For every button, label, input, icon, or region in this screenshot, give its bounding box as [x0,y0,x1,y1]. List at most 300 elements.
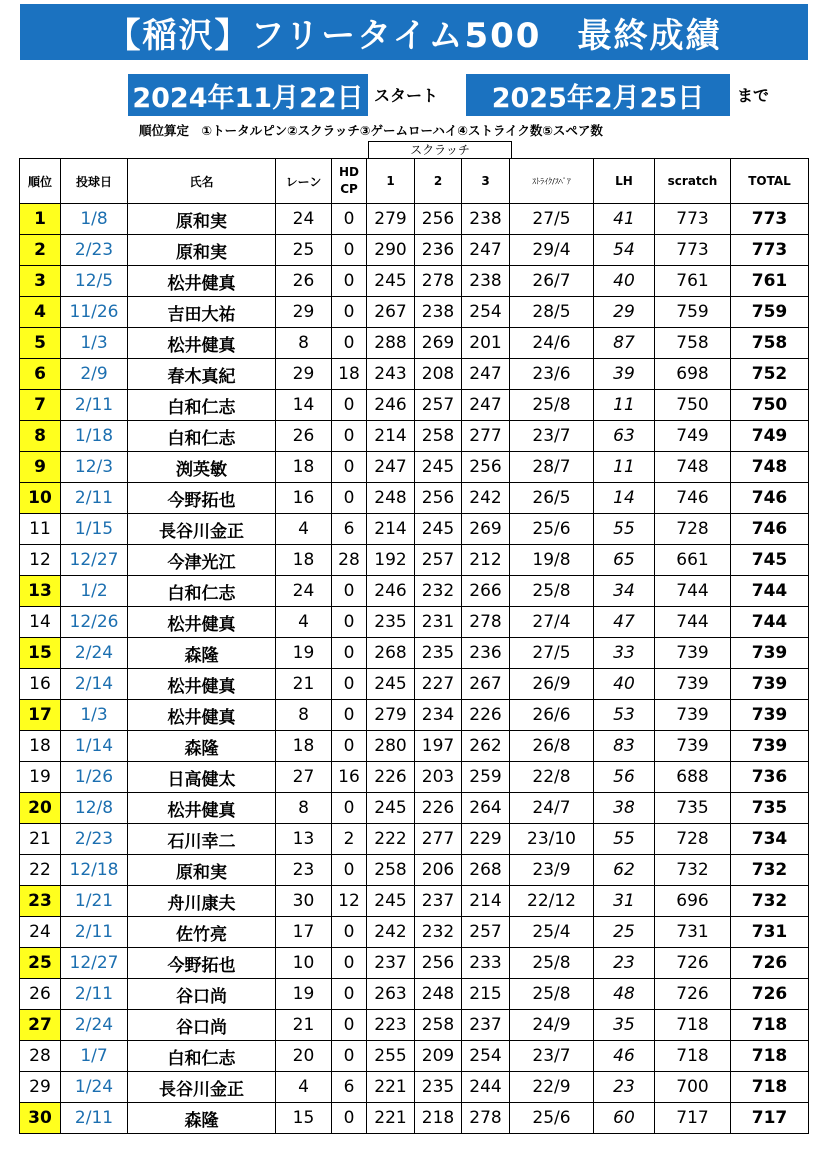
table-row [20,700,809,731]
lh-cell: 41 [594,204,655,235]
strike-spare-cell: 27/4 [510,607,594,638]
game3-cell: 268 [462,855,510,886]
lh-cell: 55 [594,514,655,545]
table-row [20,390,809,421]
lh-cell: 38 [594,793,655,824]
date-cell: 2/11 [61,917,128,948]
hdcp-cell: 0 [332,607,367,638]
rank-cell: 3 [20,266,61,297]
name-cell: 白和仁志 [128,1041,276,1072]
game1-cell: 245 [367,669,415,700]
game2-cell: 235 [415,1072,462,1103]
scratch-cell: 739 [655,700,731,731]
rank-cell: 23 [20,886,61,917]
game3-cell: 215 [462,979,510,1010]
game1-cell: 214 [367,421,415,452]
rank-cell: 11 [20,514,61,545]
game1-cell: 263 [367,979,415,1010]
rank-cell: 1 [20,204,61,235]
date-cell: 1/21 [61,886,128,917]
game3-cell: 229 [462,824,510,855]
strike-spare-cell: 24/7 [510,793,594,824]
strike-spare-cell: 23/10 [510,824,594,855]
total-cell: 745 [731,545,809,576]
rank-cell: 27 [20,1010,61,1041]
lane-cell: 18 [276,452,332,483]
game3-cell: 257 [462,917,510,948]
game2-cell: 256 [415,948,462,979]
table-row [20,824,809,855]
game2-cell: 269 [415,328,462,359]
hdcp-cell: 0 [332,638,367,669]
rank-cell: 21 [20,824,61,855]
scratch-cell: 744 [655,576,731,607]
game3-cell: 266 [462,576,510,607]
date-cell: 2/24 [61,1010,128,1041]
total-cell: 739 [731,700,809,731]
scratch-cell: 718 [655,1010,731,1041]
table-row [20,731,809,762]
table-row [20,855,809,886]
table-row [20,235,809,266]
strike-spare-cell: 25/8 [510,390,594,421]
game2-cell: 278 [415,266,462,297]
rank-cell: 13 [20,576,61,607]
date-cell: 11/26 [61,297,128,328]
strike-spare-cell: 26/8 [510,731,594,762]
game1-cell: 290 [367,235,415,266]
scratch-cell: 739 [655,731,731,762]
game2-cell: 236 [415,235,462,266]
hdcp-cell: 0 [332,452,367,483]
lh-cell: 34 [594,576,655,607]
game1-cell: 245 [367,793,415,824]
lane-cell: 4 [276,607,332,638]
game3-cell: 278 [462,1103,510,1134]
table-row [20,297,809,328]
strike-spare-cell: 24/6 [510,328,594,359]
game1-cell: 221 [367,1072,415,1103]
col-lane: レーン [276,159,332,204]
game3-cell: 238 [462,266,510,297]
table-row [20,607,809,638]
date-cell: 12/27 [61,545,128,576]
hdcp-cell: 0 [332,297,367,328]
name-cell: 松井健真 [128,793,276,824]
game2-cell: 232 [415,576,462,607]
game3-cell: 256 [462,452,510,483]
table-row [20,1103,809,1134]
game1-cell: 235 [367,607,415,638]
date-cell: 1/3 [61,700,128,731]
col-strike-spare: ｽﾄﾗｲｸ/ｽﾍﾟｱ [510,159,594,204]
rank-cell: 4 [20,297,61,328]
scratch-cell: 688 [655,762,731,793]
game2-cell: 226 [415,793,462,824]
total-cell: 718 [731,1041,809,1072]
name-cell: 松井健真 [128,266,276,297]
lh-cell: 65 [594,545,655,576]
strike-spare-cell: 22/8 [510,762,594,793]
scratch-cell: 759 [655,297,731,328]
lane-cell: 8 [276,700,332,731]
strike-spare-cell: 23/9 [510,855,594,886]
rank-cell: 12 [20,545,61,576]
hdcp-cell: 0 [332,948,367,979]
rank-cell: 26 [20,979,61,1010]
date-cell: 1/18 [61,421,128,452]
game2-cell: 238 [415,297,462,328]
total-cell: 759 [731,297,809,328]
rank-cell: 6 [20,359,61,390]
total-cell: 739 [731,731,809,762]
table-row [20,1072,809,1103]
page-title: 【稲沢】フリータイム500 最終成績 [20,4,808,60]
total-cell: 758 [731,328,809,359]
lane-cell: 19 [276,979,332,1010]
name-cell: 春木真紀 [128,359,276,390]
date-cell: 12/18 [61,855,128,886]
date-cell: 2/11 [61,1103,128,1134]
game1-cell: 267 [367,297,415,328]
scratch-cell: 700 [655,1072,731,1103]
scratch-cell: 717 [655,1103,731,1134]
game2-cell: 256 [415,483,462,514]
col-hdcp-line2: CP [340,182,358,196]
scratch-cell: 750 [655,390,731,421]
game1-cell: 223 [367,1010,415,1041]
col-game1: 1 [367,159,415,204]
rank-cell: 15 [20,638,61,669]
col-game3: 3 [462,159,510,204]
lh-cell: 87 [594,328,655,359]
strike-spare-cell: 27/5 [510,638,594,669]
date-cell: 2/11 [61,979,128,1010]
hdcp-cell: 0 [332,1041,367,1072]
header-row [20,159,809,204]
name-cell: 長谷川金正 [128,1072,276,1103]
name-cell: 日高健太 [128,762,276,793]
table-row [20,514,809,545]
table-row [20,638,809,669]
total-cell: 726 [731,948,809,979]
hdcp-cell: 16 [332,762,367,793]
hdcp-cell: 12 [332,886,367,917]
total-cell: 718 [731,1072,809,1103]
rank-cell: 17 [20,700,61,731]
rank-cell: 2 [20,235,61,266]
scratch-cell: 773 [655,235,731,266]
table-row [20,1010,809,1041]
lane-cell: 29 [276,297,332,328]
game2-cell: 208 [415,359,462,390]
scratch-cell: 746 [655,483,731,514]
scratch-cell: 732 [655,855,731,886]
lane-cell: 21 [276,669,332,700]
rank-cell: 7 [20,390,61,421]
game2-cell: 258 [415,1010,462,1041]
table-row [20,762,809,793]
strike-spare-cell: 25/8 [510,576,594,607]
total-cell: 735 [731,793,809,824]
lh-cell: 39 [594,359,655,390]
table-row [20,576,809,607]
lane-cell: 24 [276,576,332,607]
scratch-cell: 761 [655,266,731,297]
rank-cell: 20 [20,793,61,824]
strike-spare-cell: 27/5 [510,204,594,235]
lane-cell: 30 [276,886,332,917]
rank-cell: 29 [20,1072,61,1103]
rank-cell: 19 [20,762,61,793]
col-lh: LH [594,159,655,204]
hdcp-cell: 2 [332,824,367,855]
scratch-cell: 661 [655,545,731,576]
game1-cell: 288 [367,328,415,359]
date-cell: 2/9 [61,359,128,390]
date-cell: 1/14 [61,731,128,762]
date-cell: 1/26 [61,762,128,793]
game3-cell: 201 [462,328,510,359]
date-cell: 12/3 [61,452,128,483]
total-cell: 773 [731,235,809,266]
hdcp-cell: 0 [332,793,367,824]
game3-cell: 262 [462,731,510,762]
table-row [20,266,809,297]
date-cell: 1/7 [61,1041,128,1072]
hdcp-cell: 0 [332,731,367,762]
lh-cell: 29 [594,297,655,328]
lh-cell: 11 [594,390,655,421]
col-hdcp [332,159,367,204]
game2-cell: 248 [415,979,462,1010]
game1-cell: 222 [367,824,415,855]
total-cell: 752 [731,359,809,390]
game3-cell: 233 [462,948,510,979]
hdcp-cell: 0 [332,1010,367,1041]
name-cell: 吉田大祐 [128,297,276,328]
rank-cell: 5 [20,328,61,359]
game1-cell: 242 [367,917,415,948]
date-cell: 1/2 [61,576,128,607]
total-cell: 746 [731,483,809,514]
game3-cell: 269 [462,514,510,545]
scratch-cell: 726 [655,948,731,979]
hdcp-cell: 0 [332,576,367,607]
scratch-cell: 739 [655,669,731,700]
lane-cell: 19 [276,638,332,669]
rank-cell: 8 [20,421,61,452]
lane-cell: 15 [276,1103,332,1134]
date-cell: 1/24 [61,1072,128,1103]
game1-cell: 226 [367,762,415,793]
name-cell: 森隆 [128,638,276,669]
game1-cell: 279 [367,204,415,235]
col-date: 投球日 [61,159,128,204]
lh-cell: 33 [594,638,655,669]
game2-cell: 203 [415,762,462,793]
game1-cell: 268 [367,638,415,669]
game1-cell: 248 [367,483,415,514]
game3-cell: 247 [462,359,510,390]
game3-cell: 212 [462,545,510,576]
game2-cell: 237 [415,886,462,917]
table-row [20,359,809,390]
lh-cell: 31 [594,886,655,917]
game1-cell: 258 [367,855,415,886]
game3-cell: 247 [462,390,510,421]
game1-cell: 221 [367,1103,415,1134]
table-row [20,204,809,235]
date-cell: 12/8 [61,793,128,824]
strike-spare-cell: 25/8 [510,948,594,979]
rank-cell: 30 [20,1103,61,1134]
table-row [20,948,809,979]
game1-cell: 245 [367,886,415,917]
total-cell: 750 [731,390,809,421]
game2-cell: 227 [415,669,462,700]
total-cell: 732 [731,855,809,886]
date-cell: 12/5 [61,266,128,297]
lane-cell: 20 [276,1041,332,1072]
game3-cell: 236 [462,638,510,669]
scratch-group-label: スクラッチ [368,141,512,158]
game2-cell: 256 [415,204,462,235]
lane-cell: 21 [276,1010,332,1041]
name-cell: 原和実 [128,855,276,886]
rank-cell: 9 [20,452,61,483]
name-cell: 松井健真 [128,607,276,638]
lane-cell: 23 [276,855,332,886]
scratch-cell: 726 [655,979,731,1010]
strike-spare-cell: 25/6 [510,1103,594,1134]
rank-cell: 14 [20,607,61,638]
total-cell: 773 [731,204,809,235]
strike-spare-cell: 19/8 [510,545,594,576]
game2-cell: 245 [415,452,462,483]
lane-cell: 26 [276,266,332,297]
game1-cell: 246 [367,576,415,607]
strike-spare-cell: 26/6 [510,700,594,731]
strike-spare-cell: 29/4 [510,235,594,266]
game1-cell: 247 [367,452,415,483]
scratch-cell: 739 [655,638,731,669]
date-cell: 12/26 [61,607,128,638]
game2-cell: 206 [415,855,462,886]
total-cell: 761 [731,266,809,297]
strike-spare-cell: 26/7 [510,266,594,297]
hdcp-cell: 18 [332,359,367,390]
hdcp-cell: 0 [332,235,367,266]
hdcp-cell: 0 [332,917,367,948]
hdcp-cell: 0 [332,266,367,297]
hdcp-cell: 6 [332,1072,367,1103]
lh-cell: 56 [594,762,655,793]
lh-cell: 60 [594,1103,655,1134]
lane-cell: 14 [276,390,332,421]
game1-cell: 246 [367,390,415,421]
name-cell: 石川幸二 [128,824,276,855]
total-cell: 748 [731,452,809,483]
hdcp-cell: 0 [332,700,367,731]
scratch-cell: 758 [655,328,731,359]
total-cell: 744 [731,607,809,638]
game3-cell: 242 [462,483,510,514]
rank-cell: 28 [20,1041,61,1072]
date-cell: 1/3 [61,328,128,359]
name-cell: 今津光江 [128,545,276,576]
name-cell: 佐竹亮 [128,917,276,948]
lane-cell: 4 [276,1072,332,1103]
scratch-cell: 718 [655,1041,731,1072]
hdcp-cell: 0 [332,328,367,359]
lh-cell: 47 [594,607,655,638]
lh-cell: 14 [594,483,655,514]
lh-cell: 53 [594,700,655,731]
col-hdcp-line1: HD [338,165,359,179]
lane-cell: 24 [276,204,332,235]
total-cell: 744 [731,576,809,607]
scratch-cell: 698 [655,359,731,390]
name-cell: 長谷川金正 [128,514,276,545]
table-row [20,669,809,700]
lh-cell: 62 [594,855,655,886]
lane-cell: 18 [276,731,332,762]
strike-spare-cell: 22/12 [510,886,594,917]
strike-spare-cell: 26/9 [510,669,594,700]
game2-cell: 232 [415,917,462,948]
hdcp-cell: 28 [332,545,367,576]
lane-cell: 27 [276,762,332,793]
game3-cell: 247 [462,235,510,266]
total-cell: 732 [731,886,809,917]
date-cell: 2/14 [61,669,128,700]
name-cell: 谷口尚 [128,979,276,1010]
lh-cell: 55 [594,824,655,855]
lane-cell: 16 [276,483,332,514]
total-cell: 739 [731,669,809,700]
lh-cell: 83 [594,731,655,762]
game2-cell: 258 [415,421,462,452]
total-cell: 746 [731,514,809,545]
scratch-cell: 744 [655,607,731,638]
hdcp-cell: 0 [332,483,367,514]
table-row [20,917,809,948]
game1-cell: 243 [367,359,415,390]
lane-cell: 4 [276,514,332,545]
strike-spare-cell: 23/7 [510,421,594,452]
game3-cell: 267 [462,669,510,700]
game2-cell: 231 [415,607,462,638]
lh-cell: 23 [594,948,655,979]
end-date: 2025年2月25日 [466,74,730,116]
game1-cell: 214 [367,514,415,545]
date-cell: 2/11 [61,483,128,514]
name-cell: 原和実 [128,235,276,266]
strike-spare-cell: 23/7 [510,1041,594,1072]
scratch-cell: 696 [655,886,731,917]
total-cell: 749 [731,421,809,452]
ranking-criteria: 順位算定 ①トータルピン②スクラッチ③ゲームローハイ④ストライク数⑤スペア数 [139,123,603,138]
scratch-cell: 748 [655,452,731,483]
table-row [20,979,809,1010]
name-cell: 白和仁志 [128,390,276,421]
hdcp-cell: 0 [332,669,367,700]
game3-cell: 214 [462,886,510,917]
game3-cell: 277 [462,421,510,452]
lane-cell: 29 [276,359,332,390]
col-total: TOTAL [731,159,809,204]
